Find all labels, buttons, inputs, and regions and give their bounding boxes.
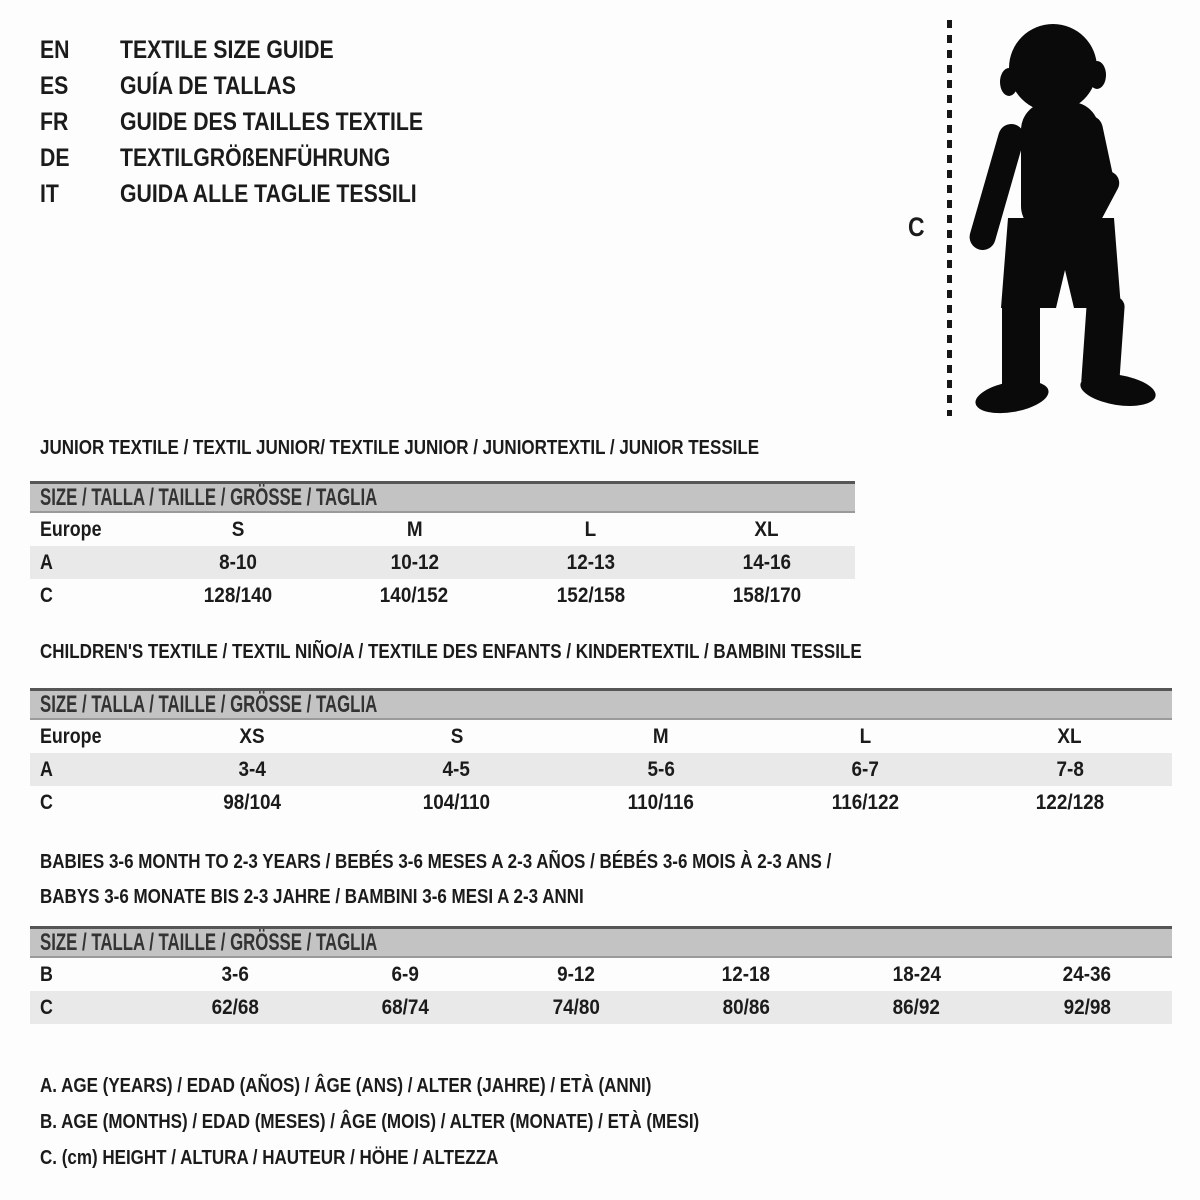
table-cell-text: 158/170 bbox=[732, 583, 802, 607]
table-row bbox=[30, 513, 855, 546]
table-cell-text: 128/140 bbox=[203, 583, 273, 607]
legend-line bbox=[40, 1104, 816, 1140]
table-row bbox=[30, 546, 855, 579]
height-label: C bbox=[908, 212, 925, 242]
table-cell bbox=[679, 518, 855, 542]
language-guide-title bbox=[120, 104, 477, 140]
table-cell-text: M bbox=[406, 517, 423, 541]
table-cell-text: 3-4 bbox=[238, 757, 266, 781]
table-size-header bbox=[30, 481, 855, 513]
table-cell-text: L bbox=[584, 517, 597, 541]
language-code-text: EN bbox=[40, 36, 70, 64]
language-row bbox=[40, 176, 477, 212]
table-cell-text: 140/152 bbox=[380, 583, 449, 607]
table-cell bbox=[150, 758, 354, 782]
table-cell bbox=[150, 518, 326, 542]
children-size-table bbox=[30, 688, 1172, 819]
table-cell bbox=[679, 551, 855, 575]
table-cell-text: 116/122 bbox=[831, 790, 900, 814]
table-cell-text: 86/92 bbox=[892, 995, 941, 1019]
table-cell-text: 104/110 bbox=[422, 790, 491, 814]
table-cell bbox=[661, 963, 831, 987]
table-cell-text: 68/74 bbox=[381, 995, 430, 1019]
row-label bbox=[30, 791, 150, 815]
language-guide-title-text: GUÍA DE TALLAS bbox=[120, 72, 296, 100]
language-title-list bbox=[40, 32, 477, 212]
table-cell bbox=[763, 758, 967, 782]
language-row bbox=[40, 140, 477, 176]
row-label bbox=[30, 518, 150, 542]
row-label-text: Europe bbox=[40, 724, 102, 748]
table-cell bbox=[831, 963, 1001, 987]
table-cell-text: XL bbox=[1057, 724, 1082, 748]
table-cell bbox=[354, 791, 558, 815]
babies-section-title-line1: BABIES 3-6 MONTH TO 2-3 YEARS / BEBÉS 3-6 MESES A 2-3 AÑOS / BÉBÉS 3-6 MOIS À 2-3 ANS / bbox=[40, 851, 832, 873]
table-row bbox=[30, 786, 1172, 819]
table-cell-text: 92/98 bbox=[1063, 995, 1111, 1019]
table-cell bbox=[320, 963, 490, 987]
table-size-header-text: SIZE / TALLA / TAILLE / GRÖSSE / TAGLIA bbox=[40, 483, 378, 511]
row-label-text: Europe bbox=[40, 517, 102, 541]
table-cell-text: 122/128 bbox=[1035, 790, 1104, 814]
table-cell bbox=[503, 551, 679, 575]
table-cell bbox=[326, 518, 502, 542]
table-cell bbox=[968, 791, 1172, 815]
table-cell bbox=[491, 996, 661, 1020]
language-guide-title-text: GUIDA ALLE TAGLIE TESSILI bbox=[120, 180, 417, 208]
table-cell-text: 7-8 bbox=[1056, 757, 1084, 781]
row-label bbox=[30, 996, 150, 1020]
language-guide-title-text: GUIDE DES TAILLES TEXTILE bbox=[120, 108, 424, 136]
table-cell bbox=[354, 725, 558, 749]
junior-size-table bbox=[30, 481, 855, 612]
table-size-header-text: SIZE / TALLA / TAILLE / GRÖSSE / TAGLIA bbox=[40, 928, 378, 956]
row-label-text: C bbox=[40, 790, 53, 814]
language-code-text: DE bbox=[40, 144, 70, 172]
table-cell bbox=[150, 584, 326, 608]
table-row bbox=[30, 991, 1172, 1024]
table-cell-text: 110/116 bbox=[627, 790, 695, 814]
language-guide-title-text: TEXTILGRÖßENFÜHRUNG bbox=[120, 144, 391, 172]
table-cell bbox=[326, 584, 502, 608]
table-cell bbox=[831, 996, 1001, 1020]
language-code bbox=[40, 32, 120, 68]
table-cell-text: 74/80 bbox=[552, 995, 600, 1019]
babies-section-title-line2: BABYS 3-6 MONATE BIS 2-3 JAHRE / BAMBINI 3-6 MESI A 2-3 ANNI bbox=[40, 886, 584, 908]
table-row bbox=[30, 720, 1172, 753]
table-row bbox=[30, 958, 1172, 991]
table-cell-text: 6-7 bbox=[851, 757, 880, 781]
legend-line-text: C. (cm) HEIGHT / ALTURA / HAUTEUR / HÖHE / ALTEZZA bbox=[40, 1147, 499, 1169]
table-cell-text: 6-9 bbox=[391, 962, 420, 986]
table-cell-text: 80/86 bbox=[722, 995, 770, 1019]
table-cell bbox=[150, 791, 354, 815]
table-cell-text: S bbox=[231, 517, 245, 541]
table-cell bbox=[559, 725, 763, 749]
row-label bbox=[30, 551, 150, 575]
table-cell-text: M bbox=[653, 724, 669, 748]
table-cell-text: S bbox=[450, 724, 463, 748]
table-cell-text: 10-12 bbox=[390, 550, 439, 574]
table-cell bbox=[559, 758, 763, 782]
row-label bbox=[30, 758, 150, 782]
table-cell bbox=[150, 963, 320, 987]
table-cell bbox=[150, 996, 320, 1020]
language-guide-title bbox=[120, 140, 438, 176]
table-cell bbox=[661, 996, 831, 1020]
language-code-text: FR bbox=[40, 108, 69, 136]
row-label-text: A bbox=[40, 550, 53, 574]
table-cell-text: 4-5 bbox=[442, 757, 471, 781]
babies-size-table bbox=[30, 926, 1172, 1024]
table-cell bbox=[503, 518, 679, 542]
row-label-text: C bbox=[40, 995, 53, 1019]
row-label bbox=[30, 963, 150, 987]
table-cell-text: 3-6 bbox=[221, 962, 249, 986]
language-code bbox=[40, 176, 120, 212]
legend bbox=[40, 1068, 816, 1176]
children-section-title: CHILDREN'S TEXTILE / TEXTIL NIÑO/A / TEXTILE DES ENFANTS / KINDERTEXTIL / BAMBINI TESSILE bbox=[40, 641, 862, 663]
toddler-silhouette-icon bbox=[968, 18, 1163, 416]
language-code-text: ES bbox=[40, 72, 69, 100]
table-cell bbox=[320, 996, 490, 1020]
language-code bbox=[40, 140, 120, 176]
language-row bbox=[40, 68, 477, 104]
language-row bbox=[40, 104, 477, 140]
language-guide-title bbox=[120, 176, 469, 212]
row-label-text: A bbox=[40, 757, 53, 781]
table-cell bbox=[679, 584, 855, 608]
table-cell-text: 14-16 bbox=[742, 550, 792, 574]
table-cell bbox=[150, 551, 326, 575]
table-cell-text: L bbox=[859, 724, 872, 748]
table-cell bbox=[326, 551, 502, 575]
table-cell bbox=[503, 584, 679, 608]
table-size-header-text: SIZE / TALLA / TAILLE / GRÖSSE / TAGLIA bbox=[40, 690, 378, 718]
language-row bbox=[40, 32, 477, 68]
table-cell bbox=[968, 758, 1172, 782]
row-label bbox=[30, 584, 150, 608]
table-cell-text: XS bbox=[239, 724, 265, 748]
table-cell-text: 12-18 bbox=[721, 962, 771, 986]
row-label-text: C bbox=[40, 583, 53, 607]
table-cell bbox=[354, 758, 558, 782]
table-row bbox=[30, 579, 855, 612]
table-cell bbox=[559, 791, 763, 815]
table-cell bbox=[763, 791, 967, 815]
table-cell bbox=[150, 725, 354, 749]
table-cell bbox=[1002, 996, 1172, 1020]
legend-line-text: B. AGE (MONTHS) / EDAD (MESES) / ÂGE (MOIS) / ALTER (MONATE) / ETÀ (MESI) bbox=[40, 1111, 700, 1133]
language-guide-title bbox=[120, 68, 327, 104]
table-row bbox=[30, 753, 1172, 786]
legend-line bbox=[40, 1140, 816, 1176]
table-cell-text: 12-13 bbox=[566, 550, 615, 574]
language-guide-title bbox=[120, 32, 371, 68]
table-cell-text: 98/104 bbox=[223, 790, 282, 814]
language-code bbox=[40, 68, 120, 104]
table-cell bbox=[491, 963, 661, 987]
table-cell bbox=[1002, 963, 1172, 987]
legend-line bbox=[40, 1068, 816, 1104]
table-cell bbox=[968, 725, 1172, 749]
junior-section-title: JUNIOR TEXTILE / TEXTIL JUNIOR/ TEXTILE JUNIOR / JUNIORTEXTIL / JUNIOR TESSILE bbox=[40, 437, 760, 459]
legend-line-text: A. AGE (YEARS) / EDAD (AÑOS) / ÂGE (ANS) / ALTER (JAHRE) / ETÀ (ANNI) bbox=[40, 1075, 652, 1097]
table-size-header bbox=[30, 926, 1172, 958]
table-cell-text: 8-10 bbox=[219, 550, 258, 574]
table-cell-text: XL bbox=[754, 517, 779, 541]
table-cell-text: 9-12 bbox=[556, 962, 595, 986]
language-guide-title-text: TEXTILE SIZE GUIDE bbox=[120, 36, 334, 64]
language-code bbox=[40, 104, 120, 140]
table-cell-text: 152/158 bbox=[556, 583, 625, 607]
table-cell-text: 5-6 bbox=[647, 757, 675, 781]
table-cell-text: 24-36 bbox=[1062, 962, 1111, 986]
row-label bbox=[30, 725, 150, 749]
table-cell bbox=[763, 725, 967, 749]
language-code-text: IT bbox=[40, 180, 59, 208]
table-cell-text: 62/68 bbox=[211, 995, 259, 1019]
table-size-header bbox=[30, 688, 1172, 720]
height-measure-line bbox=[947, 20, 952, 416]
row-label-text: B bbox=[40, 962, 53, 986]
table-cell-text: 18-24 bbox=[892, 962, 941, 986]
